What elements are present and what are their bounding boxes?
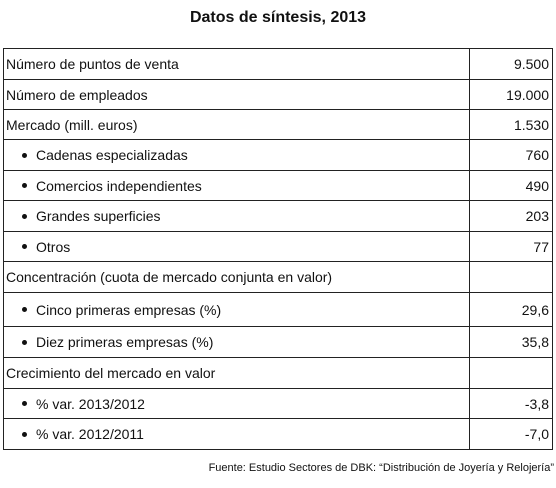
bullet-icon (22, 340, 27, 345)
row-label (20, 171, 202, 200)
row-value: 29,6 (469, 293, 552, 326)
row-label-text: Otros (36, 238, 71, 255)
row-value: 77 (469, 232, 552, 261)
row-value: -7,0 (469, 419, 552, 449)
row-value: 760 (469, 140, 552, 170)
bullet-icon (22, 432, 27, 437)
row-label (20, 327, 213, 357)
row-label: Concentración (cuota de mercado conjunta en valor) (6, 269, 333, 285)
table-row (4, 140, 552, 171)
row-value: 19.000 (469, 80, 552, 109)
table-row (4, 110, 552, 140)
table-row (4, 327, 552, 358)
row-label-text: Comercios independientes (36, 177, 202, 194)
bullet-icon (22, 401, 27, 406)
table-title: Datos de síntesis, 2013 (189, 9, 367, 26)
row-value: 1.530 (469, 110, 552, 139)
row-label-text: Diez primeras empresas (%) (36, 334, 214, 350)
bullet-icon (22, 307, 27, 312)
row-value: 35,8 (469, 327, 552, 357)
table-row (4, 201, 552, 232)
row-label: Mercado (mill. euros) (6, 116, 138, 133)
table-row (4, 171, 552, 201)
table-row (4, 419, 552, 450)
row-label-text: Cadenas especializadas (36, 147, 188, 163)
bullet-icon (22, 214, 27, 219)
row-value (469, 262, 552, 292)
source-note: Fuente: Estudio Sectores de DBK: “Distribución de Joyería y Relojería” (208, 462, 554, 474)
table-row (4, 49, 552, 80)
row-label (20, 201, 161, 231)
row-value: 203 (469, 201, 552, 231)
row-value: -3,8 (469, 389, 552, 418)
row-value (469, 358, 552, 388)
bullet-icon (22, 183, 27, 188)
row-label-text: % var. 2012/2011 (36, 426, 144, 442)
table-row (4, 262, 552, 293)
row-value: 9.500 (469, 49, 552, 79)
summary-table (3, 48, 553, 450)
row-label-text: Cinco primeras empresas (%) (36, 301, 222, 318)
row-label (20, 140, 188, 170)
bullet-icon (22, 244, 27, 249)
row-value: 490 (469, 171, 552, 200)
table-row (4, 389, 552, 419)
table-row (4, 358, 552, 389)
bullet-icon (22, 153, 27, 158)
row-label (20, 419, 144, 449)
table-row (4, 293, 552, 327)
row-label: Número de puntos de venta (6, 56, 179, 72)
row-label-text: Grandes superficies (36, 208, 161, 224)
row-label-text: % var. 2013/2012 (36, 395, 145, 412)
table-row (4, 80, 552, 110)
row-label (20, 389, 145, 418)
row-label (20, 232, 70, 261)
row-label (20, 293, 221, 326)
row-label: Número de empleados (6, 86, 148, 103)
table-row (4, 232, 552, 262)
row-label: Crecimiento del mercado en valor (6, 365, 216, 381)
